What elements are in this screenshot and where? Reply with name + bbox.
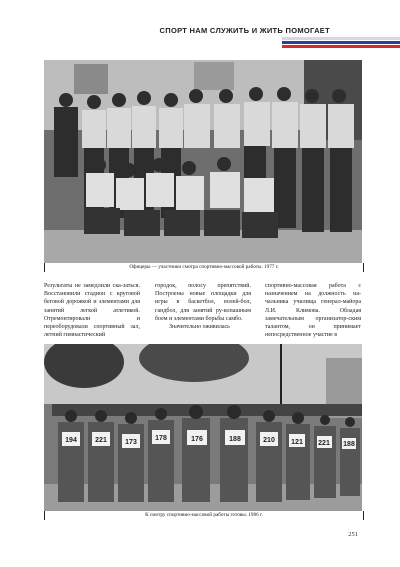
photo-parade	[44, 344, 362, 511]
photo-officers	[44, 60, 362, 263]
photo-caption-top: Офицеры — участники смотра спортивно-массовой работы. 1977 г.	[44, 263, 364, 272]
bib-number: 221	[95, 437, 107, 444]
bib-number: 194	[65, 437, 77, 444]
stripe-blue	[282, 41, 400, 44]
bib-number: 188	[229, 436, 241, 443]
bib-number: 176	[191, 436, 203, 443]
paragraph: Значительно оживилась	[169, 324, 230, 331]
paragraph: спортивно-массовая работа с назначением на должность на-чальника училища генерал-майора Л.И. Климова. Обладая замечательным организатор-ским талантом, он принимает непосредственное участие в	[265, 283, 361, 339]
bib-number: 188	[343, 441, 355, 448]
paragraph: городок, полосу препятствий. Построены новые площадки для игры в баскетбол, волей-бол, гандбол, для занятий ру-копашным боем и элементами борьбы самбо.	[155, 283, 251, 322]
flag-stripes	[282, 37, 400, 49]
bib-number: 173	[125, 439, 137, 446]
bib-number: 121	[291, 439, 303, 446]
photo-caption-bottom: К смотру спортивно-массовой работы готовы. 1986 г.	[44, 511, 364, 520]
text-column-2	[155, 282, 251, 331]
paragraph: Результаты не замедлили ска-заться. Восстановили стадион с круговой беговой дорожкой и элементами для занятий легкой атлетикой. Отремонтировали и переоборудовали спортивный зал, летний гимнастический	[44, 283, 140, 339]
running-header: СПОРТ НАМ СЛУЖИТЬ И ЖИТЬ ПОМОГАЕТ	[159, 26, 330, 35]
bib-number: 178	[155, 435, 167, 442]
stripe-white	[282, 37, 400, 40]
bib-number: 210	[263, 437, 275, 444]
page-number: 251	[348, 531, 358, 538]
bib-number: 221	[318, 440, 330, 447]
text-column-3	[265, 282, 361, 339]
stripe-red	[282, 45, 400, 48]
text-column-1	[44, 282, 140, 339]
